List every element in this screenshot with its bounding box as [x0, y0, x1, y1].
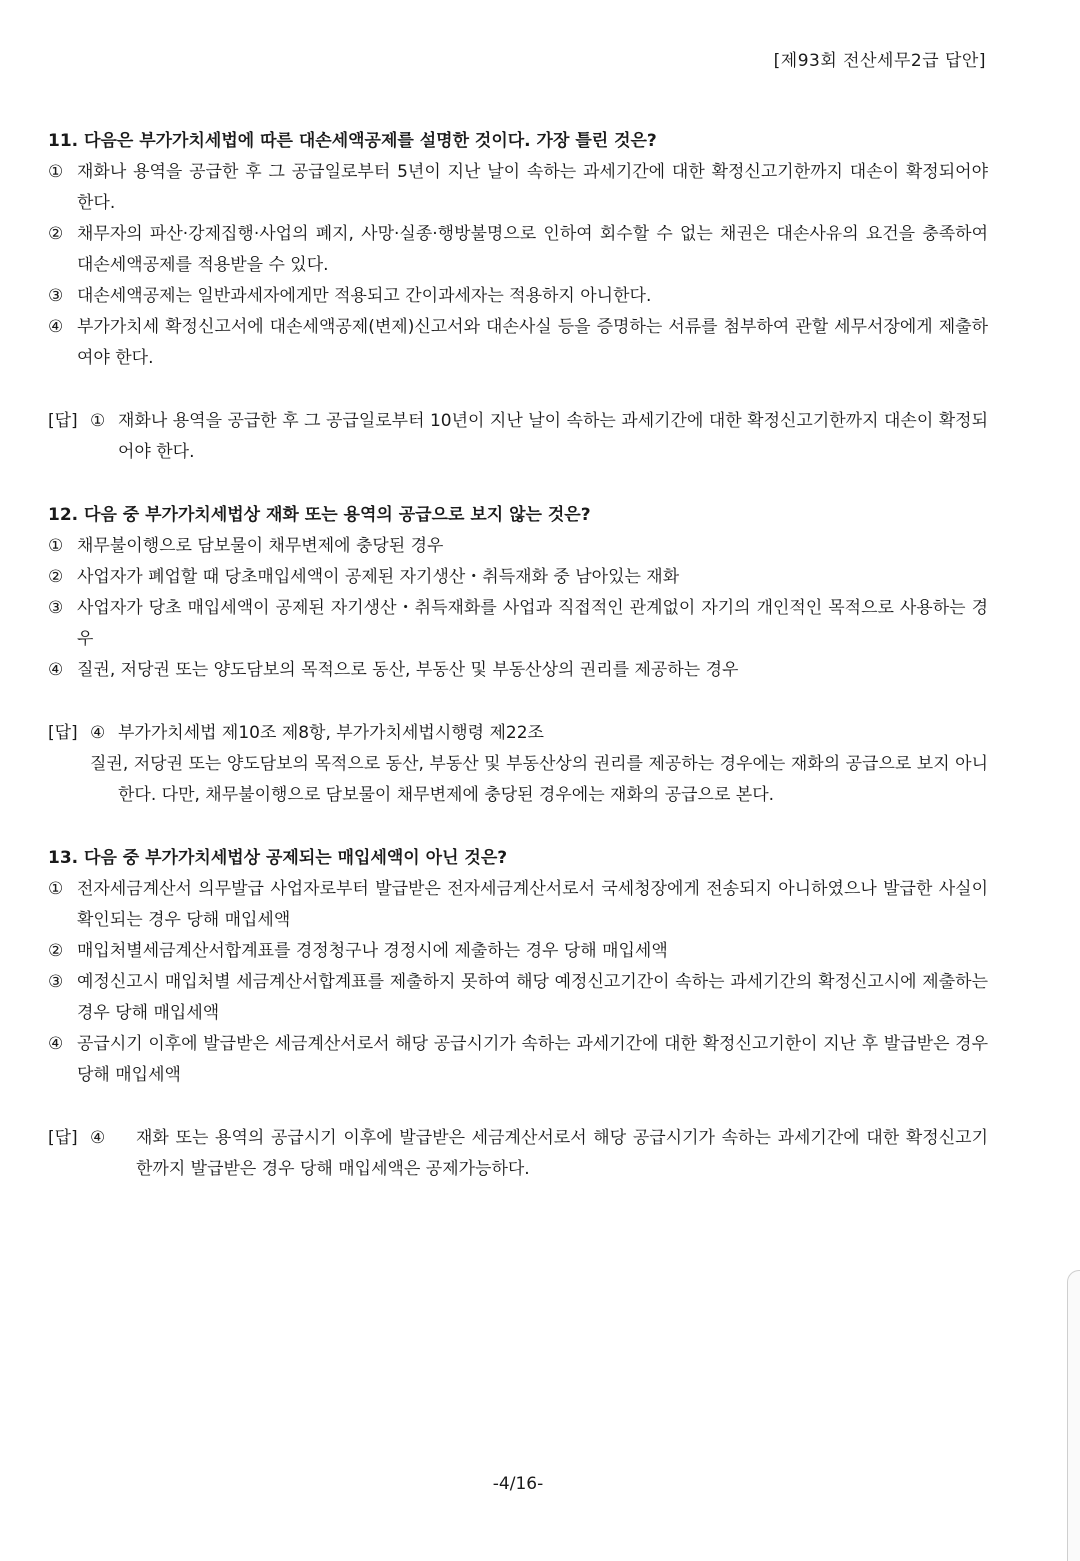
question-title: 11. 다음은 부가가치세법에 따른 대손세액공제를 설명한 것이다. 가장 틀린 것은? [48, 131, 657, 151]
question-12 [48, 500, 988, 811]
answer-number: ④ [90, 1128, 106, 1148]
answer-tag: [답] [48, 1128, 78, 1148]
option-text: 부가가치세 확정신고서에 대손세액공제(변제)신고서와 대손사실 등을 증명하는 서류를 첨부하여 관할 세무서장에게 제출하여야 한다. [77, 317, 988, 368]
option-2 [48, 936, 988, 967]
question-title: 13. 다음 중 부가가치세법상 공제되는 매입세액이 아닌 것은? [48, 848, 508, 868]
question-11 [48, 126, 988, 468]
option-3 [48, 593, 988, 655]
question-13 [48, 843, 988, 1185]
option-number: ③ [48, 598, 64, 618]
answer-text: 재화나 용역을 공급한 후 그 공급일로부터 10년이 지난 날이 속하는 과세기간에 대한 확정신고기한까지 대손이 확정되어야 한다. [118, 411, 988, 462]
option-text: 사업자가 폐업할 때 당초매입세액이 공제된 자기생산・취득재화 중 남아있는 재화 [77, 567, 680, 587]
answer-block [48, 406, 988, 468]
option-text: 매입처별세금계산서합계표를 경정청구나 경정시에 제출하는 경우 당해 매입세액 [77, 941, 668, 961]
answer-tag: [답] [48, 411, 78, 431]
option-4 [48, 1029, 988, 1091]
option-1 [48, 157, 988, 219]
option-1 [48, 531, 988, 562]
option-number: ② [48, 224, 64, 244]
page-header: [제93회 전산세무2급 답안] [773, 51, 986, 71]
option-text: 채무불이행으로 담보물이 채무변제에 충당된 경우 [77, 536, 444, 556]
answer-number: ④ [90, 723, 106, 743]
option-number: ④ [48, 317, 64, 337]
answer-tag: [답] [48, 723, 78, 743]
option-number: ① [48, 536, 64, 556]
option-number: ③ [48, 972, 64, 992]
option-number: ② [48, 941, 64, 961]
option-text: 재화나 용역을 공급한 후 그 공급일로부터 5년이 지난 날이 속하는 과세기간에 대한 확정신고기한까지 대손이 확정되어야 한다. [77, 162, 988, 213]
option-1 [48, 874, 988, 936]
side-scroll-handle[interactable] [1067, 1270, 1080, 1561]
answer-block [48, 718, 988, 811]
option-4 [48, 655, 988, 686]
option-number: ④ [48, 660, 64, 680]
document-body [48, 126, 988, 1185]
option-3 [48, 281, 988, 312]
answer-block [48, 1123, 988, 1185]
option-2 [48, 219, 988, 281]
option-number: ④ [48, 1034, 64, 1054]
option-number: ③ [48, 286, 64, 306]
option-3 [48, 967, 988, 1029]
option-text: 전자세금계산서 의무발급 사업자로부터 발급받은 전자세금계산서로서 국세청장에게 전송되지 아니하였으나 발급한 사실이 확인되는 경우 당해 매입세액 [77, 879, 988, 930]
answer-text: 재화 또는 용역의 공급시기 이후에 발급받은 세금계산서로서 해당 공급시기가 속하는 과세기간에 대한 확정신고기한까지 발급받은 경우 당해 매입세액은 공제가능하다. [136, 1128, 988, 1179]
option-text: 질권, 저당권 또는 양도담보의 목적으로 동산, 부동산 및 부동산상의 권리를 제공하는 경우 [77, 660, 739, 680]
option-4 [48, 312, 988, 374]
answer-text: 부가가치세법 제10조 제8항, 부가가치세법시행령 제22조 [118, 723, 544, 743]
answer-line [48, 406, 988, 468]
option-text: 대손세액공제는 일반과세자에게만 적용되고 간이과세자는 적용하지 아니한다. [77, 286, 652, 306]
answer-number: ① [90, 411, 106, 431]
answer-line [48, 1123, 988, 1185]
option-number: ② [48, 567, 64, 587]
option-text: 공급시기 이후에 발급받은 세금계산서로서 해당 공급시기가 속하는 과세기간에 대한 확정신고기한이 지난 후 발급받은 경우 당해 매입세액 [77, 1034, 988, 1085]
answer-detail: 질권, 저당권 또는 양도담보의 목적으로 동산, 부동산 및 부동산상의 권리를 제공하는 경우에는 재화의 공급으로 보지 아니한다. 다만, 채무불이행으로 담보물이 채무변제에 충당된 경우에는 재화의 공급으로 본다. [90, 754, 988, 805]
answer-line [48, 718, 988, 749]
option-number: ① [48, 162, 64, 182]
option-number: ① [48, 879, 64, 899]
option-text: 채무자의 파산·강제집행·사업의 폐지, 사망·실종·행방불명으로 인하여 회수할 수 없는 채권은 대손사유의 요건을 충족하여 대손세액공제를 적용받을 수 있다. [77, 224, 988, 275]
option-text: 사업자가 당초 매입세액이 공제된 자기생산・취득재화를 사업과 직접적인 관계없이 자기의 개인적인 목적으로 사용하는 경우 [77, 598, 988, 649]
option-2 [48, 562, 988, 593]
page-number: -4/16- [492, 1474, 544, 1494]
question-title: 12. 다음 중 부가가치세법상 재화 또는 용역의 공급으로 보지 않는 것은? [48, 505, 591, 525]
option-text: 예정신고시 매입처별 세금계산서합계표를 제출하지 못하여 해당 예정신고기간이 속하는 과세기간의 확정신고시에 제출하는 경우 당해 매입세액 [77, 972, 988, 1023]
